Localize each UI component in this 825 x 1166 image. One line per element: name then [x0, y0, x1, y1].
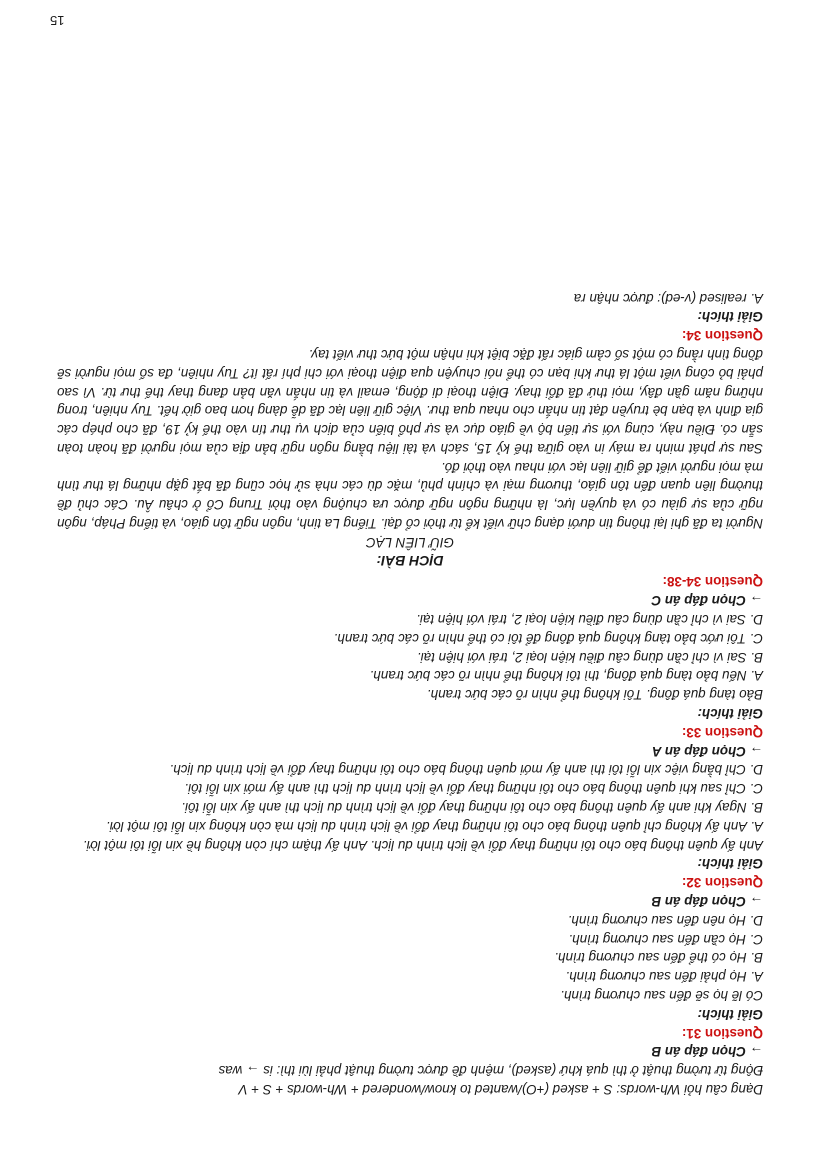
question-heading: Question 34: [681, 328, 763, 344]
answer-choice: → Chọn đáp án B [651, 894, 763, 910]
option-line: D. Chỉ bằng việc xin lỗi tôi thì anh ấy mới quên thông báo cho tôi những thay đổi về lịch trình du lịch. [169, 762, 763, 778]
text-line: Có lẽ họ sẽ đến sau chương trình. [560, 988, 763, 1004]
explanation-label: Giải thích: [697, 309, 763, 325]
option-line: B. Ngay khi anh ấy quên thông báo cho tôi những thay đổi về lịch trình du lịch thì anh ấy xin lỗi tôi. [181, 800, 763, 816]
option-line: C. Tôi ước bảo tàng không quá đông để tôi có thể nhìn rõ các bức tranh. [333, 630, 763, 646]
section-subtitle: GIỮ LIÊN LẠC [365, 534, 455, 550]
question-heading: Question 31: [681, 1025, 763, 1041]
option-line: B. Họ có thể đến sau chương trình. [554, 950, 763, 966]
option-line: A. Anh ấy không chỉ quên thông báo cho tôi những thay đổi về lịch trình du lịch mà còn không xin lỗi tôi một lời. [106, 818, 763, 834]
answer-choice: → Chọn đáp án C [651, 593, 763, 609]
text-line: Động từ tường thuật ở thì quá khứ (asked), mệnh đề được tường thuật phải lùi thì: is → was [218, 1063, 763, 1079]
explanation-label: Giải thích: [697, 1006, 763, 1022]
option-line: A. Họ phải đến sau chương trình. [565, 969, 763, 985]
option-line: D. Họ nên đến sau chương trình. [567, 912, 763, 928]
text-line: Dạng câu hỏi Wh-words: S + asked (+O)/wanted to know/wondered + Wh-words + S + V [238, 1082, 763, 1097]
question-heading: Question 33: [681, 724, 763, 740]
text-line: Bảo tàng quá đông. Tôi không thể nhìn rõ các bức tranh. [426, 687, 763, 703]
option-line: D. Sai vì chỉ cần dùng câu điều kiện loại 2, trái với hiện tại. [416, 612, 763, 628]
paragraph: Người ta đã ghi lại thông tin dưới dạng chữ viết kể từ thời cổ đại. Tiếng La tinh, ngôn ngữ tôn giáo, và tiếng Pháp, ngôn ngữ của sự giàu có và quyền lực, là những ngôn ngữ được ưa chuộng vào thời Trung Cổ ở châu Âu. Các chủ đề thường liên quan đến tôn giáo, thương mại và chính phủ, mặc dù các nhà sử học cũng đã bắt gặp những lá thư tình mà mọi người viết để giữ liên lạc với nhau vào thời đó. [57, 459, 763, 532]
option-line: A. realised (v-ed): được nhận ra [573, 290, 763, 306]
page-number: 15 [50, 13, 65, 28]
question-heading: Question 34-38: [662, 574, 763, 590]
section-title: DỊCH BÀI: [376, 552, 444, 569]
option-line: C. Họ cần đến sau chương trình. [568, 931, 763, 947]
answer-choice: → Chọn đáp án A [651, 743, 763, 759]
text-line: Anh ấy quên thông báo cho tôi những thay đổi về lịch trình du lịch. Anh ấy thậm chí còn không hề xin lỗi tôi một lời. [82, 837, 763, 853]
paragraph: Sau sự phát minh ra máy in vào giữa thế kỷ 15, sách và tài liệu bằng ngôn ngữ bản địa của mọi người đã hoàn toàn sẵn có. Điều này, cùng với sự tiến bộ về giáo dục và sự phổ biến của dịch vụ thư tín vào thế kỷ 19, đã cho phép các gia đình và bạn bè truyền đạt tin nhắn cho nhau qua thư. Việc giữ liên lạc đã dễ dàng hơn bao giờ hết. Tuy nhiên, trong những năm gần đây, mọi thứ đã đổi thay. Điện thoại di động, email và tin nhắn văn bản đang thay thế thư từ. Vì sao phải bỏ công viết một lá thư khi bạn có thể nói chuyện qua điện thoại với chi phí rất ít? Tuy nhiên, đa số mọi người sẽ đồng tình rằng có một số cảm giác rất đặc biệt khi nhận một bức thư viết tay. [57, 346, 763, 456]
option-line: C. Chỉ sau khi quên thông báo cho tôi những thay đổi về lịch trình du lịch thì anh ấy mới xin lỗi tôi. [184, 781, 763, 797]
question-heading: Question 32: [681, 875, 763, 891]
explanation-label: Giải thích: [697, 706, 763, 722]
explanation-label: Giải thích: [697, 856, 763, 872]
option-line: A. Nếu bảo tàng quá đông, thì tôi không thể nhìn rõ các bức tranh. [369, 668, 763, 684]
option-line: B. Sai vì chỉ cần dùng câu điều kiện loại 2, trái với hiện tại. [416, 649, 763, 665]
answer-choice: → Chọn đáp án B [651, 1044, 763, 1060]
document-body [57, 288, 763, 1098]
